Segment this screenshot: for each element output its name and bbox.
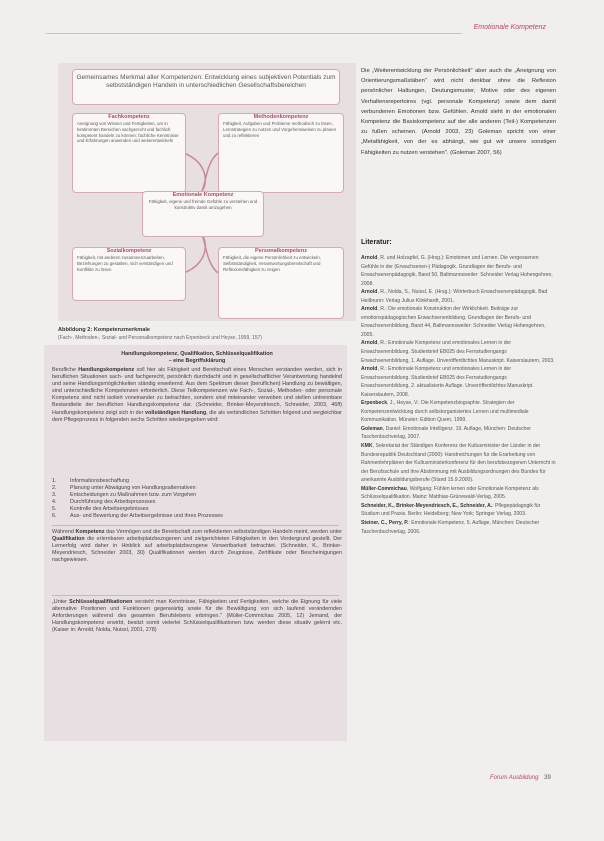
- methodenkompetenz-box: [218, 113, 344, 193]
- page-footer: [490, 775, 551, 781]
- definition-box: [44, 345, 347, 741]
- literature-heading: Literatur:: [361, 239, 392, 246]
- methodenkompetenz-text: Fähigkeit, Aufgaben und Probleme methodisch zu lösen, Lernstrategien zu nutzen und Vorgehensweisen zu planen und zu reflektieren: [223, 121, 337, 138]
- p1-post: soll hier als Fähigkeit und Bereitschaft eines Menschen verstanden werden, sich in beruflichen Situationen sach- und fachgerecht, persönlich durchdacht und in gesellschaftlicher Verantwortung handelnd und seine Handlungsmöglichkeiten ständig erweiternd. Aus dem Spektrum dieser (beruflichen) Handlung zu bewältigen, sind unterschiedliche Kompetenzen erforderlich. Diese Teilkompetenzen wie Fach-, Sozial-, Methoden- oder personale Kompetenz sind nicht isoliert voneinander zu betrachten, sondern sind miteinander verwoben und stellen untrennbare Bestandteile der beruflichen Handlungskompetenz dar. (Schneider, Brinker-Meyendriesch, Schneider, 2003, 46ff) Handlungskompetenz zeigt sich in der: [52, 367, 342, 416]
- competence-figure: [58, 63, 356, 321]
- figure-caption-source: (Fach-, Methoden-, Sozial- und Personalkompetenz nach Erpenbeck und Heyse, 1999, 157): [58, 335, 263, 341]
- personalkompetenz-box: [218, 247, 344, 319]
- list-item: 4. Durchführung des Arbeitsprozesses: [52, 499, 156, 506]
- list-item: Schneider, K., Brinker-Meyendriesch, E., Schneider, A.: Pflegepädagogik für Studium und Praxis. Berlin; Heidelberg; New York; Springer Verlag, 2003.: [361, 502, 541, 518]
- p1-end: , die als verbindlichen Schritten folgend und vergleichbar dem Pflegeprozess in folgenden sechs Schritten wiedergegeben wird:: [52, 409, 342, 423]
- figure-caption-title: Abbildung 2: Kompetenzmerkmale: [58, 327, 150, 333]
- fachkompetenz-title: Fachkompetenz: [108, 114, 150, 120]
- list-item: 6. Aus- und Bewertung der Arbeitsergebnisse und ihres Prozesses: [52, 513, 223, 520]
- list-item: Arnold, R.: Emotionale Kompetenz und emotionales Lernen in der Erwachsenenbildung. Studienbrief EB025 des Fernstudiengangs Erwachsenenbildung, 1. Auflage. Unveröffentlichtes Manuskript. Kaiserslautern, 2003.: [361, 340, 555, 364]
- divider: [52, 595, 339, 596]
- list-item: 2. Planung unter Abwägung von Handlungsalternativen: [52, 485, 196, 492]
- fachkompetenz-box: [72, 113, 186, 193]
- connector-left-bottom: [184, 235, 205, 273]
- connector-left: [184, 153, 205, 191]
- list-item: Erpenbeck, J., Heyse, V.: Die Kompetenzbiographie. Strategien der Kompetenzentwicklung durch selbstorganisiertes Lernen und multimediale Kommunikation. Münster: Edition Quem, 1999.: [361, 400, 529, 424]
- definition-paragraph-1: [52, 367, 342, 424]
- list-item: 3. Entscheidungen zu Maßnahmen bzw. zum Vorgehen: [52, 492, 197, 499]
- sozialkompetenz-box: [72, 247, 186, 301]
- steps-list: [52, 478, 342, 521]
- running-head: Emotionale Kompetenz: [473, 24, 546, 31]
- definition-title-line1: Handlungskompetenz, Qualifikation, Schlüsselqualifikation: [121, 351, 273, 357]
- header-rule: [46, 33, 462, 34]
- sozialkompetenz-text: Fähigkeit, mit anderen zusammenzuarbeiten, Beziehungen zu gestalten, sich verständigen und Konflikte zu lösen: [77, 255, 173, 272]
- fachkompetenz-text: Aneignung von Wissen und Fertigkeiten, um in bestimmten Bereichen sachgerecht und fachlich kompetent handeln zu können; fachliche Kenntnisse und Erfahrungen anwenden und weiterentwickeln: [77, 121, 179, 144]
- emotionale-kompetenz-text: Fähigkeit, eigene und fremde Gefühle zu verstehen und konstruktiv damit umzugehen: [148, 199, 258, 210]
- page-number: 39: [544, 775, 551, 781]
- definition-box-title: [52, 351, 342, 365]
- list-item: Arnold, R.: Emotionale Kompetenz und emotionales Lernen in der Erwachsenenbildung. Studienbrief EB025 des Fernstudiengangs Erwachsenenbildung, 2. aktualisierte Auflage. Unveröffentlichtes Manuskript. Kaiserslautern, 2008.: [361, 366, 534, 398]
- p1-term: Handlungskompetenz: [78, 367, 135, 373]
- list-item: 1. Informationsbeschaffung: [52, 478, 129, 484]
- list-item: Steiner, C., Perry, P.: Emotionale Kompetenz. 5. Auflage, München: Deutscher Taschenbuchverlag, 2006.: [361, 519, 540, 535]
- list-item: Müller-Commichau, Wolfgang: Fühlen lernen oder Emotionale Kompetenz als Schlüsselqualifikation. Mainz: Matthias-Grünewald-Verlag, 2005.: [361, 485, 539, 501]
- emotionale-kompetenz-box: [142, 191, 264, 237]
- methodenkompetenz-title: Methodenkompetenz: [253, 114, 309, 120]
- list-item: Arnold, R. und Holzapfel, G. (Hrsg.): Emotionen und Lernen. Die vergessenen Gefühle in der (Erwachsenen-) Pädagogik. Grundlagen der Berufs- und Erwachsenenpädagogik, Band 50, Baltmannsweiler: Schneider Verlag Hohengehren, 2008.: [361, 255, 553, 287]
- divider: [52, 525, 339, 526]
- footer-label: Forum Ausbildung: [490, 775, 539, 781]
- list-item: Arnold, R.: Die emotionale Konstruktion der Wirklichkeit. Beiträge zur emotionspädagogischen Erwachsenenbildung. Grundlagen der Berufs- und Erwachsenenbildung, Band 44, Baltmannsweiler: Schneider Verlag Hohengehren, 2005.: [361, 306, 546, 338]
- list-item: Goleman, Daniel: Emotionale Intelligenz. 19. Auflage, München: Deutscher Taschenbuchverlag, 2007.: [361, 425, 531, 441]
- list-item: 5. Kontrolle des Arbeitsergebnisses: [52, 506, 149, 513]
- definition-paragraph-3: „Unter Schlüsselqualifikationen versteht man Kenntnisse, Fähigkeiten und Fertigkeiten, welche die Eignung für viele alternative Positionen und Funktionen gegenwärtig sowie für die Bewältigung von sich laufend verändernden Anforderungen während des gesamten Berufslebens erbringen." (Müller-Commichau 2005, 12) Jemand, der Handlungskompetenz erwirbt, besitzt somit vielerlei Schlüsselqualifikationen bzw. werden diese situativ gelernt etc. (Kaiser in: Arnold, Nolda, Nuissl, 2001, 278): [52, 599, 342, 634]
- intro-paragraph: Die „Weiterentwicklung der Persönlichkeit" aber auch die „Aneignung von Orientierungsmaßstäben" wird nicht denkbar ohne die Reflexion persönlicher Haltungen, Deutungsmuster, Motive oder des eigenen Verhaltensrepertoires (vgl. personale Kompetenz) sowie dem damit verbundenen Emotionen bzw. Gefühlen. Arnold sieht in der emotionalen Kompetenz die Basiskompetenz auf der alle anderen (Teil-) Kompetenzen zu fußen scheinen. (Arnold 2003, 23) Goleman spricht von einer „Metafähigkeit, von der es abhängt, wie gut wir unsere sonstigen Fähigkeiten zu nutzen verstehen". (Goleman 2007, 56): [361, 68, 556, 156]
- literature-list: [361, 254, 556, 536]
- definition-title-line2: – eine Begriffsklärung: [168, 358, 226, 365]
- emotionale-kompetenz-title: Emotionale Kompetenz: [172, 192, 234, 198]
- list-item: KMK, Sekretariat der Ständigen Konferenz der Kultusminister der Länder in der Bundesrepublik Deutschland (2000): Handreichungen für die Erarbeitung von Rahmenlehrplänen der Kultusministerkonferenz für den berufsbezogenen Unterricht in der Berufsschule und ihre Abstimmung mit Ausbildungsordnungen des Bundes für anerkannte Ausbildungsberufe (Stand 15.9.2000).: [361, 443, 556, 484]
- p1-pre: Berufliche: [52, 367, 79, 373]
- list-item: Arnold, R., Nolda, S., Nuissl, E. (Hrsg.): Wörterbuch Erwachsenenpädagogik. Bad Heilbrunn: Verlag Julius Klinkhardt, 2001.: [361, 289, 548, 304]
- personalkompetenz-title: Personalkompetenz: [255, 248, 307, 254]
- sozialkompetenz-title: Sozialkompetenz: [106, 248, 152, 254]
- definition-paragraph-2: Während Kompetenz das Vermögen und die Bereitschaft zum reflektierten selbstständigen Handeln meint, werden unter Qualifikation die erlernbaren arbeitsplatzbezogenen und zielgerichteten Fähigkeiten in den Vordergrund gestellt. Der Lernerfolg wird daher in Hinblick auf arbeitsplatzbezogene Verwertbarkeit betrachtet. (Schneider, K., Brinker-Meyendriesch, Schneider 2003, 30) Qualifikationen werden durch Zeugnisse, Zertifikate oder Bescheinigungen nachgewiesen.: [52, 529, 342, 564]
- personalkompetenz-text: Fähigkeit, die eigene Persönlichkeit zu entwickeln, Selbstständigkeit, Verantwortungsbereitschaft und Reflexionsfähigkeit zu zeigen: [223, 255, 321, 272]
- p1-term2: vollständigen Handlung: [145, 409, 207, 416]
- figure-top-box: Gemeinsames Merkmal aller Kompetenzen: Entwicklung eines subjektiven Potentials zum selbstständigen Handeln in unterschiedlichen Gesellschaftsbereichen: [72, 69, 340, 105]
